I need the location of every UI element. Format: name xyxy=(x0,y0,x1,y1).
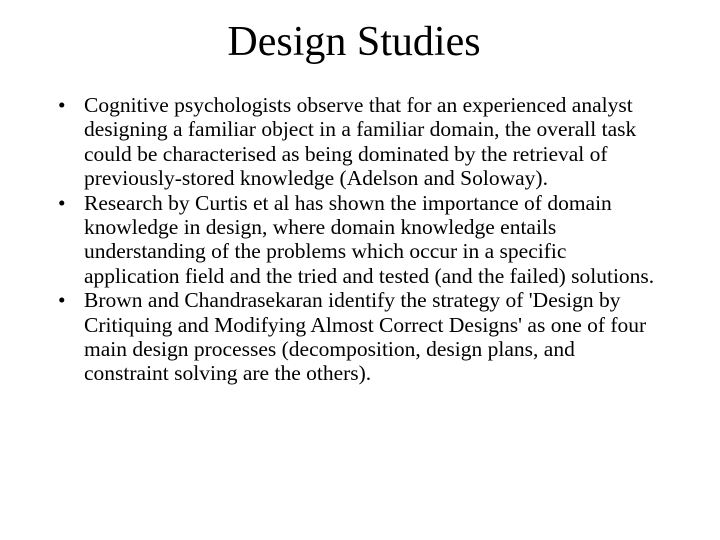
bullet-text: Research by Curtis et al has shown the importance of domain knowledge in design, where domain knowledge entails understanding of the problems which occur in a specific application field and the tried and tested (and the failed) solutions. xyxy=(84,190,655,288)
bullet-item xyxy=(58,191,658,289)
bullet-icon: • xyxy=(58,288,66,313)
bullet-item xyxy=(58,93,658,191)
bullet-item xyxy=(58,288,658,386)
bullet-text: Brown and Chandrasekaran identify the strategy of 'Design by Critiquing and Modifying Almost Correct Designs' as one of four main design processes (decomposition, design plans, and constraint solving are the others). xyxy=(84,288,647,386)
slide-title: Design Studies xyxy=(227,19,481,65)
bullet-icon: • xyxy=(58,93,66,117)
bullet-text: Cognitive psychologists observe that for an experienced analyst designing a familiar object in a familiar domain, the overall task could be characterised as being dominated by the retrieval of previously-stored knowledge (Adelson and Soloway). xyxy=(84,93,637,191)
bullet-icon: • xyxy=(58,190,66,215)
bullet-list xyxy=(58,93,658,386)
